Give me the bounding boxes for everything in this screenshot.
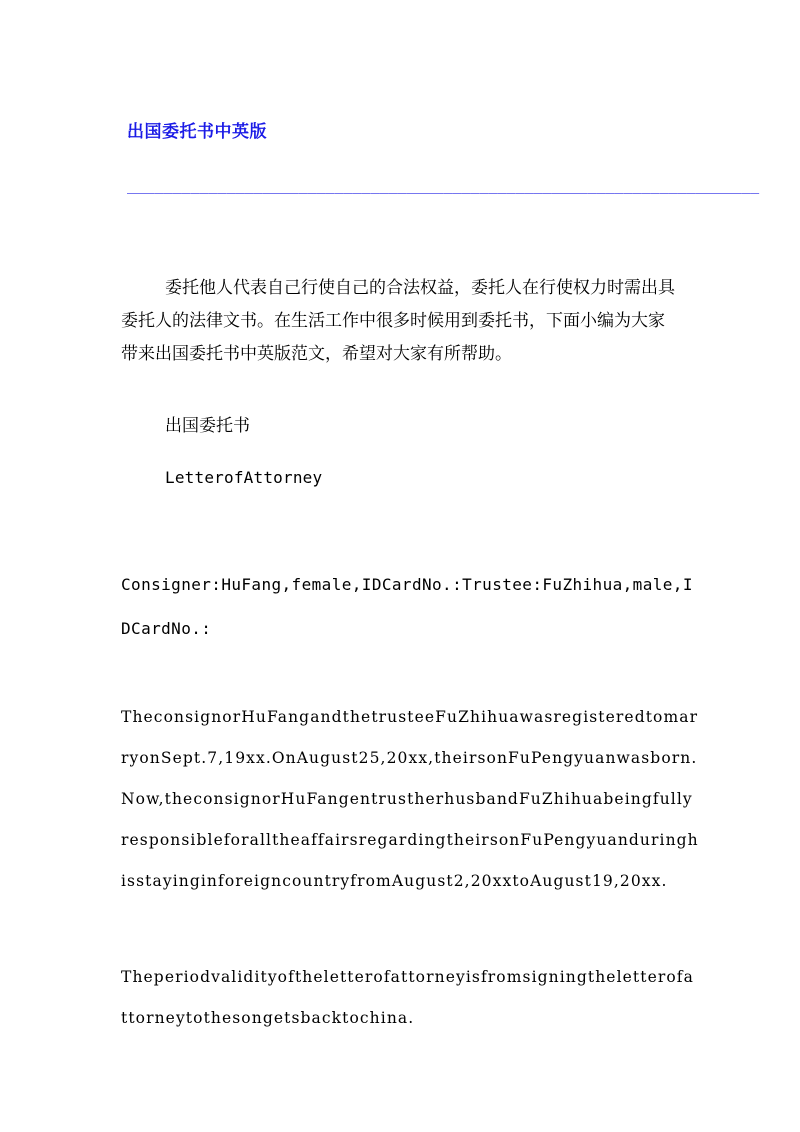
parties-paragraph: Consigner:HuFang,female,IDCardNo.:Trustee:FuZhihua,male,IDCardNo.: — [121, 575, 693, 638]
title-divider: ______________________________________________________________________ — [127, 176, 760, 194]
body-paragraph-1: TheconsignorHuFangandthetrusteeFuZhihuawasregisteredtomarryonSept.7,19xx.OnAugust25,20xx,theirsonFuPengyuanwasborn.Now,theconsignorHuFangentrustherhusbandFuZhihuabeingfullyresponsibleforalltheaffairsregardingtheirsonFuPengyuanduringhisstayinginforeigncountryfromAugust2,20xxtoAugust19,20xx. — [121, 708, 699, 890]
body-paragraph-2: Theperiodvalidityoftheletterofattorneyisfromsigningtheletterofattorneytothesongetsbacktochina. — [121, 968, 694, 1027]
heading-english: LetterofAttorney — [165, 468, 323, 487]
document-title: 出国委托书中英版 — [127, 122, 267, 142]
heading-chinese: 出国委托书 — [165, 416, 250, 436]
intro-paragraph: 委托他人代表自己行使自己的合法权益，委托人在行使权力时需出具委托人的法律文书。在生活工作中很多时候用到委托书，下面小编为大家带来出国委托书中英版范文，希望对大家有所帮助。 — [121, 278, 675, 364]
